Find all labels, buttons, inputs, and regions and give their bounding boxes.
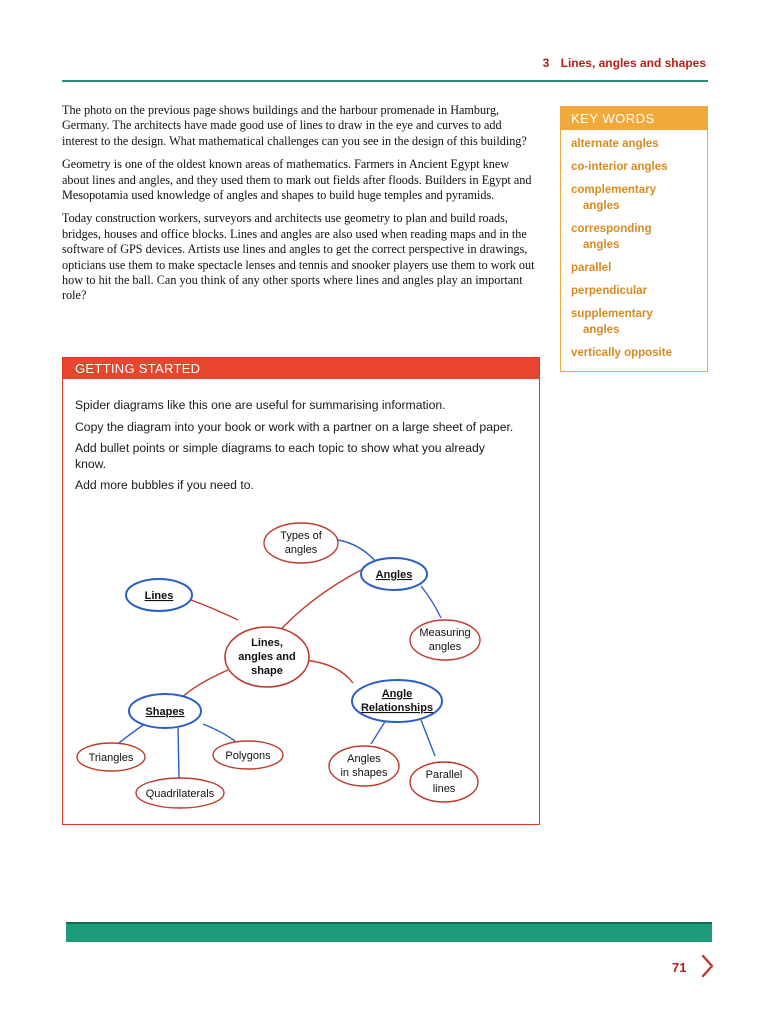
center-node (225, 627, 309, 687)
connector-center-relationships (303, 660, 353, 683)
svg-text:Triangles: Triangles (88, 752, 134, 764)
intro-text (62, 103, 537, 312)
key-word: corresponding angles (571, 223, 652, 251)
connector-center-shapes (181, 670, 228, 698)
svg-text:Lines: Lines (144, 590, 174, 602)
svg-text:Angle: Angle (381, 688, 413, 700)
svg-text:Polygons: Polygons (225, 750, 271, 762)
svg-text:Lines,: Lines, (251, 637, 283, 649)
connector-center-lines (191, 600, 238, 620)
svg-text:Shapes: Shapes (145, 706, 185, 718)
connector-angles-types (338, 540, 378, 564)
svg-text:Parallel: Parallel (425, 769, 463, 781)
connector-shapes-quadrilaterals (178, 728, 179, 778)
key-word: parallel (571, 262, 612, 274)
parallel-lines-node (410, 762, 478, 802)
key-words-list (561, 130, 707, 361)
triangles-node (77, 743, 145, 771)
types-of-angles-node (264, 523, 338, 563)
svg-text:angles: angles (428, 641, 462, 653)
getting-started-box (62, 357, 540, 825)
quadrilaterals-node (136, 778, 224, 808)
spider-diagram (63, 358, 541, 826)
chapter-number: 3 (542, 56, 550, 70)
measuring-angles-node (410, 620, 480, 660)
angle-relationships-node (352, 680, 442, 722)
angles-node (361, 558, 427, 590)
svg-text:shape: shape (251, 665, 283, 677)
svg-text:Types of: Types of (280, 530, 322, 542)
connector-relationships-anglesinshapes (371, 720, 386, 744)
page-number: 71 (672, 960, 687, 975)
key-word: co-interior angles (571, 161, 668, 173)
svg-text:Relationships: Relationships (360, 702, 434, 714)
polygons-node (213, 741, 283, 769)
key-word: vertically opposite (571, 347, 672, 359)
instruction: Add bullet points or simple diagrams to each topic to show what you already know. (75, 441, 485, 471)
connector-angles-measuring (421, 586, 441, 618)
chapter-header (543, 56, 706, 70)
intro-paragraph: Today construction workers, surveyors and architects use geometry to plan and build roads, bridges, houses and office blocks. Lines and angles are also used when reading maps and in the software of GPS devices. Artists use lines and angles to get the correct perspective in drawings, opticians use them to make spectacle lenses and tennis and snooker players use them to work out how to hit the ball. Can you think of any other sports where lines and angles play an important role? (62, 211, 535, 303)
svg-text:in shapes: in shapes (340, 767, 388, 779)
shapes-node (129, 694, 201, 728)
getting-started-title: GETTING STARTED (63, 358, 539, 379)
svg-text:lines: lines (432, 783, 456, 795)
svg-text:Quadrilaterals: Quadrilaterals (145, 788, 215, 800)
svg-text:angles: angles (284, 544, 318, 556)
instruction: Add more bubbles if you need to. (75, 478, 254, 492)
instruction: Spider diagrams like this one are useful for summarising information. (75, 398, 446, 412)
key-words-title: KEY WORDS (561, 107, 707, 130)
key-word: supplementary angles (571, 308, 653, 336)
svg-text:angles and: angles and (238, 651, 296, 663)
instruction: Copy the diagram into your book or work with a partner on a large sheet of paper. (75, 419, 514, 434)
footer-bar (66, 922, 712, 942)
key-words-box (560, 106, 708, 372)
svg-text:Angles: Angles (375, 569, 413, 581)
key-word: perpendicular (571, 285, 648, 297)
connector-relationships-parallel (421, 720, 435, 756)
svg-text:Angles: Angles (347, 753, 381, 765)
connector-center-angles (273, 570, 361, 638)
key-word: alternate angles (571, 138, 659, 150)
lines-node (126, 579, 192, 611)
key-word: complementary angles (571, 184, 657, 212)
svg-text:Measuring: Measuring (419, 627, 471, 639)
header-rule (62, 80, 708, 82)
next-page-chevron-icon[interactable] (700, 953, 716, 979)
intro-paragraph: Geometry is one of the oldest known areas of mathematics. Farmers in Ancient Egypt knew about lines and angles, and they used them to mark out fields after floods. Builders in Egypt and Mesopotamia used knowledge of angles and shapes to build huge temples and pyramids. (62, 157, 532, 203)
chapter-title: Lines, angles and shapes (560, 56, 706, 70)
angles-in-shapes-node (329, 746, 399, 786)
intro-paragraph: The photo on the previous page shows buildings and the harbour promenade in Hamburg, Germany. The architects have made good use of lines to draw in the eye and curves to add interest to the design. What mathematical challenges can you see in the design of this building? (62, 103, 527, 148)
